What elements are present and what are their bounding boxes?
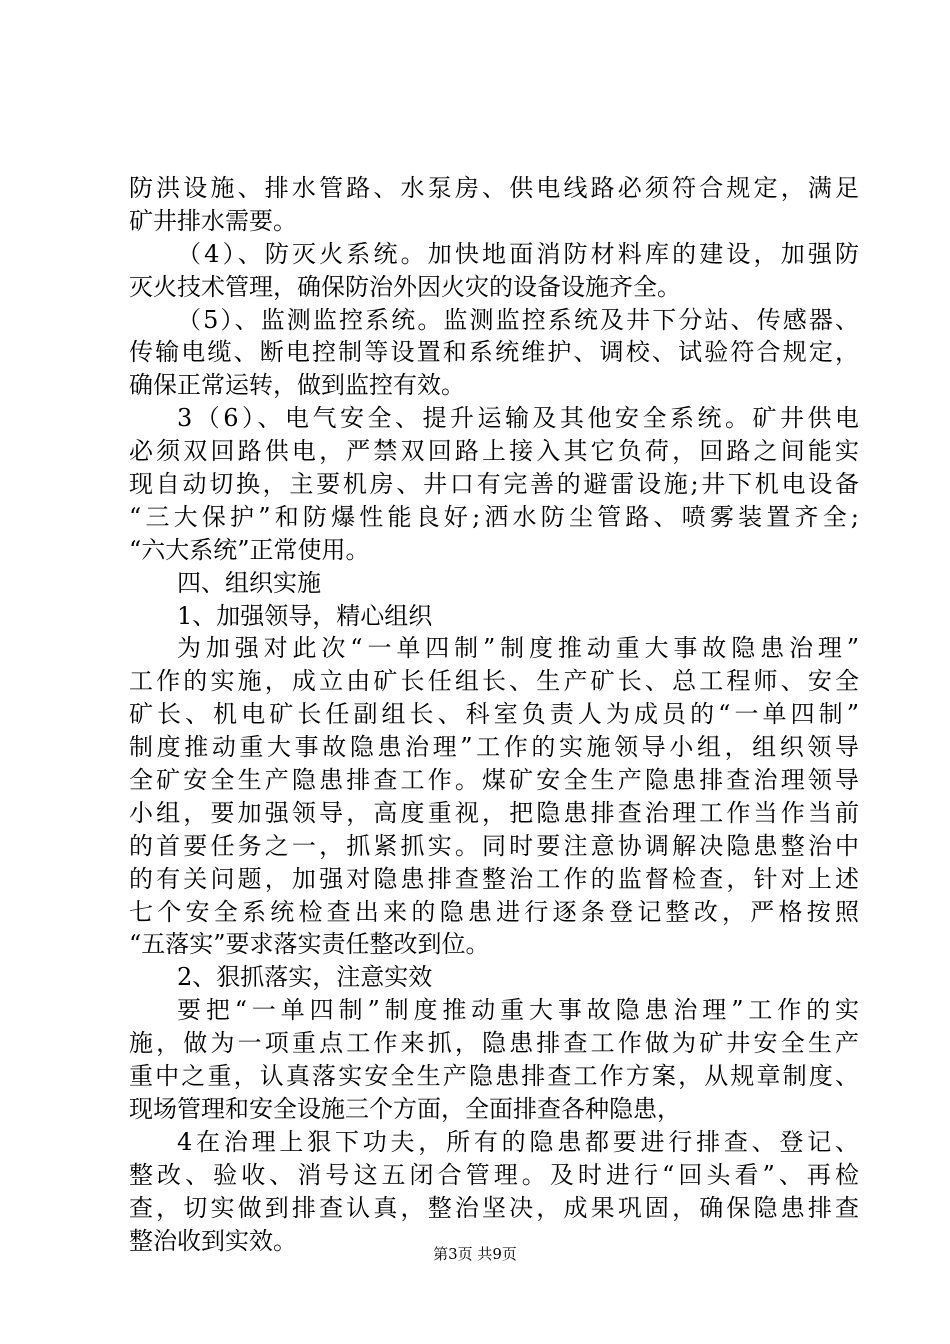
text-line: 矿井排水需要。 [129,206,297,235]
text-line: 传输电缆、断电控制等设置和系统维护、调校、试验符合规定， [129,338,859,367]
text-line: 灭火技术管理，确保防治外因火灾的设备设施齐全。 [129,272,681,301]
text-line: 为加强对此次“一单四制”制度推动重大事故隐患治理” [177,634,859,663]
text-line: 矿长、机电矿长任副组长、科室负责人为成员的“一单四制” [129,700,859,729]
text-line: 2、狠抓落实，注意实效 [177,963,433,992]
text-line: 要把“一单四制”制度推动重大事故隐患治理”工作的实 [177,996,859,1025]
text-line: 必须双回路供电，严禁双回路上接入其它负荷，回路之间能实 [129,437,859,466]
text-line: 的首要任务之一，抓紧抓实。同时要注意协调解决隐患整治中 [129,831,859,860]
text-line: “三大保护”和防爆性能良好;洒水防尘管路、喷雾装置齐全; [129,502,859,531]
text-line: “六大系统”正常使用。 [129,535,370,564]
text-line: 七个安全系统检查出来的隐患进行逐条登记整改，严格按照 [129,897,859,926]
text-line: 现自动切换，主要机房、井口有完善的避雷设施;井下机电设备 [129,470,859,499]
text-line: 1、加强领导，精心组织 [177,601,433,630]
text-line: 四、组织实施 [177,568,321,597]
text-line: （5）、监测监控系统。监测监控系统及井下分站、传感器、 [177,305,859,334]
document-body [129,172,859,1257]
text-line: （4）、防灭火系统。加快地面消防材料库的建设，加强防 [177,239,859,268]
text-line: 整治收到实效。 [129,1226,297,1255]
text-line: 现场管理和安全设施三个方面，全面排查各种隐患， [129,1094,681,1123]
text-line: 4在治理上狠下功夫，所有的隐患都要进行排查、登记、 [177,1127,859,1156]
text-line: 查，切实做到排查认真，整治坚决，成果巩固，确保隐患排查 [129,1193,859,1222]
text-line: 小组，要加强领导，高度重视，把隐患排查治理工作当作当前 [129,798,859,827]
text-line: 重中之重，认真落实安全生产隐患排查工作方案，从规章制度、 [129,1062,859,1091]
text-line: 确保正常运转，做到监控有效。 [129,371,465,400]
text-line: 3（6）、电气安全、提升运输及其他安全系统。矿井供电 [177,404,859,433]
text-line: 制度推动重大事故隐患治理”工作的实施领导小组，组织领导 [129,733,859,762]
page-footer: 第3页 共9页 [433,1245,517,1263]
text-line: 全矿安全生产隐患排查工作。煤矿安全生产隐患排查治理领导 [129,766,859,795]
text-line: 工作的实施，成立由矿长任组长、生产矿长、总工程师、安全 [129,667,859,696]
text-line: 防洪设施、排水管路、水泵房、供电线路必须符合规定，满足 [129,174,859,202]
text-line: 整改、验收、消号这五闭合管理。及时进行“回头看”、再检 [129,1160,859,1189]
text-line: 的有关问题，加强对隐患排查整治工作的监督检查，针对上述 [129,864,859,893]
text-line: 施，做为一项重点工作来抓，隐患排查工作做为矿井安全生产 [129,1029,859,1058]
text-line: “五落实”要求落实责任整改到位。 [129,930,490,959]
